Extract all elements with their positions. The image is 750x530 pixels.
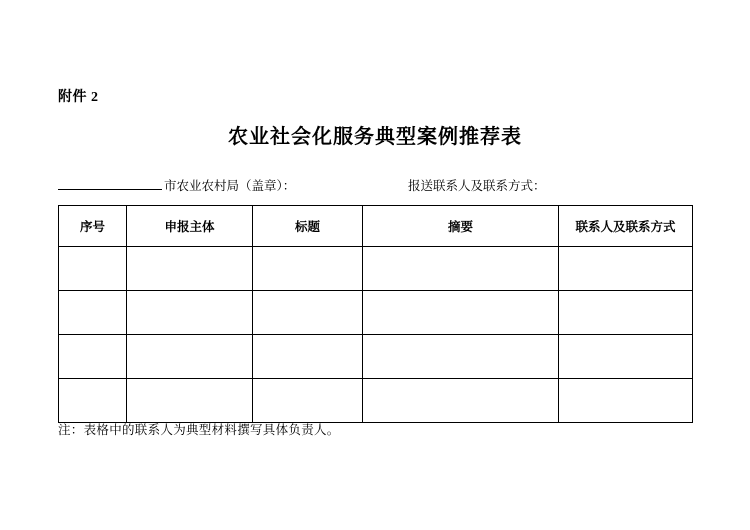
table-cell [59,379,127,423]
seal-line-wrapper [58,176,295,194]
table-row [59,379,693,423]
table-cell [253,291,363,335]
table-cell [253,247,363,291]
recommendation-table [58,205,693,423]
table-header-cell: 序号 [59,206,127,247]
table-cell [559,335,693,379]
table-cell [363,335,559,379]
table-cell [59,247,127,291]
table-cell [363,291,559,335]
footnote: 注：表格中的联系人为典型材料撰写具体负责人。 [58,423,340,437]
table-header-cell: 标题 [253,206,363,247]
table-header-row [59,206,693,247]
table-cell [127,335,253,379]
contact-label: 报送联系人及联系方式： [408,179,546,193]
meta-row [58,176,692,194]
table-cell [127,247,253,291]
seal-label: 市农业农村局（盖章）： [164,179,296,193]
table-header-cell: 摘要 [363,206,559,247]
table-cell [363,379,559,423]
table-cell [127,379,253,423]
table-header-cell: 联系人及联系方式 [559,206,693,247]
table-row [59,291,693,335]
table-header-cell: 申报主体 [127,206,253,247]
page-title: 农业社会化服务典型案例推荐表 [228,126,522,148]
fill-in-blank-line [58,176,162,190]
attachment-label: 附件 2 [58,90,99,105]
table-cell [363,247,559,291]
table-cell [253,379,363,423]
table-cell [559,291,693,335]
table-cell [59,291,127,335]
table-row [59,335,693,379]
table-cell [253,335,363,379]
table-row [59,247,693,291]
table-cell [559,247,693,291]
table-cell [127,291,253,335]
table-cell [559,379,693,423]
table-cell [59,335,127,379]
